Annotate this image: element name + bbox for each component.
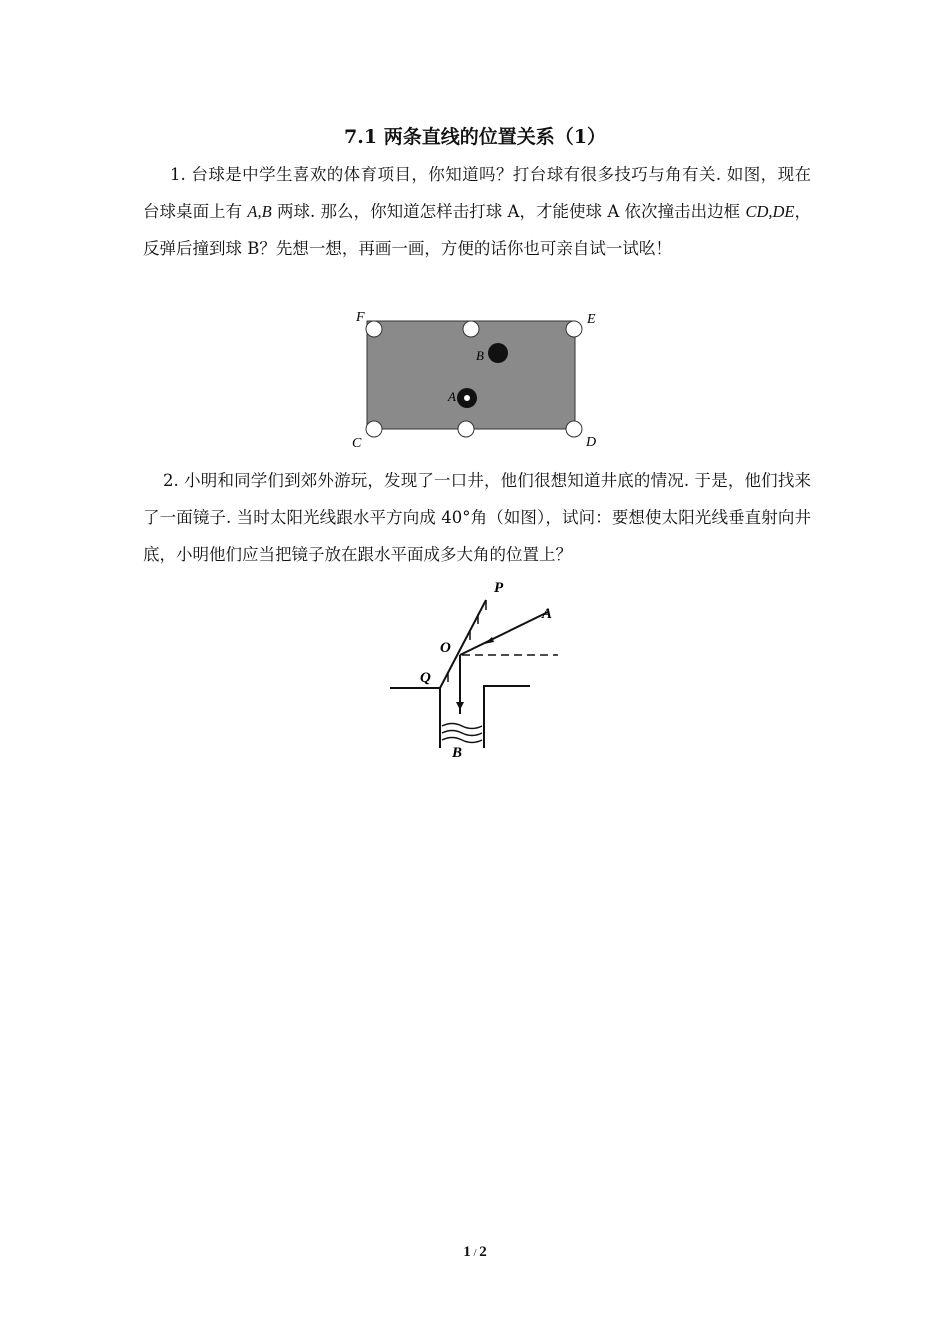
label-f: F (356, 310, 365, 325)
label-e: E (587, 312, 596, 327)
page-number (0, 1244, 950, 1261)
page-separator: / (470, 1247, 480, 1259)
question-1 (143, 156, 811, 267)
pocket-e (566, 321, 582, 337)
question-2: 2. 小明和同学们到郊外游玩，发现了一口井，他们很想知道井底的情况. 于是，他们找来了一面镜子. 当时太阳光线跟水平方向成 40°角（如图），试问：要想使太阳光线垂直射向井底，小明他们应当把镜子放在跟水平面成多大角的位置上？ (143, 471, 811, 564)
ball-a-center (464, 395, 470, 401)
question-1-text-b: 两球. 那么，你知道怎样击打球 A，才能使球 A 依次撞击出边框 (271, 202, 746, 221)
water-wave-2 (442, 731, 482, 736)
ray-ao (460, 612, 548, 655)
page-current: 1 (463, 1244, 471, 1260)
pocket-c (366, 421, 382, 437)
label-b: B (476, 348, 484, 363)
pocket-bottom-middle (458, 421, 474, 437)
page-title: 7.1 两条直线的位置关系（1） (344, 126, 606, 148)
label-p: P (494, 580, 504, 596)
water-wave-1 (442, 724, 482, 729)
billiard-table-figure (350, 306, 605, 452)
math-cd-de: CD,DE (745, 202, 795, 221)
pocket-top-middle (463, 321, 479, 337)
label-a: A (448, 389, 456, 404)
label-d: D (586, 435, 597, 450)
pocket-f (366, 321, 382, 337)
question-1-text-c: ，反弹后撞到球 B？先想一想，再画一画，方便的话你也可亲自试一试吆！ (143, 202, 812, 258)
question-1-text-a: 1. 台球是中学生喜欢的体育项目，你知道吗？打台球有很多技巧与角有关. 如图，现在台球桌面上有 (143, 165, 811, 221)
well-mirror-figure (386, 576, 566, 762)
ball-b (488, 343, 508, 363)
ground-right-and-well-wall (484, 686, 530, 748)
arrow-on-ray-ob (456, 702, 464, 710)
water-wave-3 (442, 738, 482, 743)
label-o: O (440, 640, 451, 656)
label-c: C (352, 436, 362, 451)
ground-left-and-well-wall (390, 688, 440, 748)
label-b: B (452, 745, 463, 761)
page-total: 2 (479, 1244, 487, 1260)
pocket-d (566, 421, 582, 437)
math-ab: A,B (247, 202, 272, 221)
label-a: A (542, 606, 553, 622)
label-q: Q (420, 670, 431, 686)
